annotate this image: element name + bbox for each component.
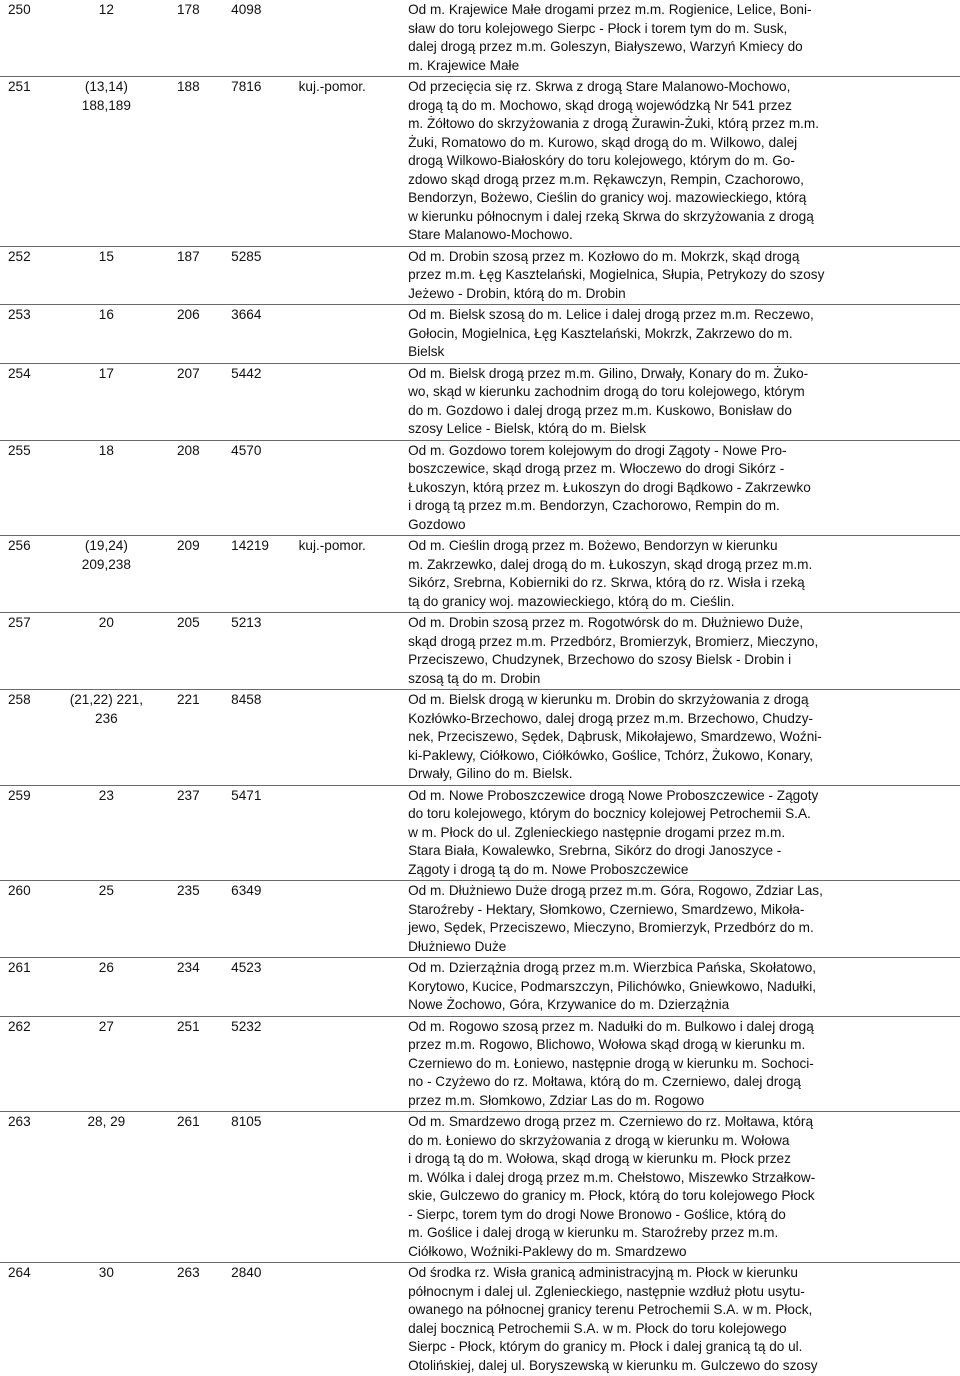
area-value: 5471: [231, 785, 298, 881]
row-number: 255: [0, 440, 66, 536]
district-numbers: [66, 440, 177, 536]
row-number: 257: [0, 613, 66, 690]
description-line: Stare Malanowo-Mochowo.: [408, 226, 952, 245]
description-line: Dłużniewo Duże: [408, 938, 952, 957]
sheet-number: 178: [177, 0, 231, 77]
description-line: Od m. Cieślin drogą przez m. Bożewo, Bendorzyn w kierunku: [408, 537, 952, 556]
voivodeship: [299, 881, 408, 958]
description-line: owanego na północnej granicy terenu Petrochemii S.A. w m. Płock,: [408, 1301, 952, 1320]
description-line: m. Zakrzewko, dalej drogą do m. Łukoszyn, skąd drogą przez m.m.: [408, 556, 952, 575]
description-line: przez m.m. Łęg Kasztelański, Mogielnica, Słupia, Petrykozy do szosy: [408, 266, 952, 285]
sheet-number: 206: [177, 305, 231, 364]
boundary-description: [408, 690, 960, 786]
district-number-line: 28, 29: [66, 1113, 146, 1132]
area-value: 5232: [231, 1016, 298, 1112]
area-value: 4098: [231, 0, 298, 77]
district-number-line: 12: [66, 1, 146, 20]
sheet-number: 235: [177, 881, 231, 958]
voivodeship: [299, 613, 408, 690]
description-line: ki-Paklewy, Ciółkowo, Ciółkówko, Goślice, Tchórz, Żukowo, Konary,: [408, 747, 952, 766]
boundary-description: [408, 785, 960, 881]
voivodeship: [299, 1016, 408, 1112]
table-row: [0, 77, 960, 247]
description-line: skąd drogą przez m.m. Przedbórz, Bromierzyk, Bromierz, Mieczyno,: [408, 633, 952, 652]
description-line: Od m. Nowe Proboszczewice drogą Nowe Proboszczewice - Zągoty: [408, 787, 952, 806]
voivodeship: [299, 440, 408, 536]
description-line: Gozdowo: [408, 516, 952, 535]
boundary-description: [408, 0, 960, 77]
description-line: Od m. Dzierzążnia drogą przez m.m. Wierzbica Pańska, Skołatowo,: [408, 959, 952, 978]
description-line: m. Żółtowo do skrzyżowania z drogą Żurawin-Żuki, którą przez m.m.: [408, 115, 952, 134]
description-line: jewo, Sędek, Przeciszewo, Mieczyno, Bromierzyk, Przedbórz do m.: [408, 919, 952, 938]
boundary-description: [408, 1112, 960, 1263]
district-numbers: [66, 0, 177, 77]
sheet-number: 221: [177, 690, 231, 786]
area-value: 14219: [231, 536, 298, 613]
row-number: 263: [0, 1112, 66, 1263]
voivodeship: [299, 690, 408, 786]
district-numbers: [66, 690, 177, 786]
district-number-line: 188,189: [66, 97, 146, 116]
boundary-description: [408, 1263, 960, 1376]
table-row: [0, 246, 960, 305]
description-line: tą do granicy woj. mazowieckiego, którą do m. Cieślin.: [408, 593, 952, 612]
description-line: Od m. Drobin szosą przez m. Kozłowo do m. Mokrzk, skąd drogą: [408, 248, 952, 267]
voivodeship: [299, 363, 408, 440]
district-numbers: [66, 536, 177, 613]
description-line: Stara Biała, Kowalewko, Srebrna, Sikórz do drogi Janoszyce -: [408, 842, 952, 861]
district-numbers: [66, 246, 177, 305]
voivodeship: kuj.-pomor.: [299, 536, 408, 613]
sheet-number: 234: [177, 958, 231, 1017]
description-line: Czerniewo do m. Łoniewo, następnie drogą w kierunku m. Sochoci-: [408, 1055, 952, 1074]
district-number-line: 209,238: [66, 556, 146, 575]
voivodeship: [299, 305, 408, 364]
boundary-description: [408, 305, 960, 364]
district-number-line: (19,24): [66, 537, 146, 556]
sheet-number: 188: [177, 77, 231, 247]
area-value: 3664: [231, 305, 298, 364]
district-number-line: 16: [66, 306, 146, 325]
row-number: 260: [0, 881, 66, 958]
description-line: do toru kolejowego, którym do bocznicy kolejowej Petrochemii S.A.: [408, 805, 952, 824]
district-number-line: 23: [66, 787, 146, 806]
boundary-description: [408, 246, 960, 305]
description-line: Sikórz, Srebrna, Kobierniki do rz. Skrwa, którą do rz. Wisła i rzeką: [408, 574, 952, 593]
description-line: Żuki, Romatowo do m. Kurowo, skąd drogą do m. Wilkowo, dalej: [408, 134, 952, 153]
sheet-number: 207: [177, 363, 231, 440]
area-value: 5285: [231, 246, 298, 305]
voivodeship: [299, 958, 408, 1017]
area-value: 2840: [231, 1263, 298, 1376]
description-line: do m. Gozdowo i dalej drogą przez m.m. Kuskowo, Bonisław do: [408, 402, 952, 421]
district-numbers: [66, 613, 177, 690]
table-row: [0, 785, 960, 881]
row-number: 256: [0, 536, 66, 613]
row-number: 251: [0, 77, 66, 247]
row-number: 259: [0, 785, 66, 881]
district-numbers: [66, 363, 177, 440]
voivodeship: [299, 246, 408, 305]
area-value: 4570: [231, 440, 298, 536]
district-numbers: [66, 305, 177, 364]
district-number-line: 25: [66, 882, 146, 901]
description-line: przez m.m. Słomkowo, Zdziar Las do m. Rogowo: [408, 1092, 952, 1111]
district-number-line: (13,14): [66, 78, 146, 97]
district-number-line: 18: [66, 442, 146, 461]
description-line: Jeżewo - Drobin, którą do m. Drobin: [408, 285, 952, 304]
row-number: 261: [0, 958, 66, 1017]
description-line: Od m. Rogowo szosą przez m. Nadułki do m. Bulkowo i dalej drogą: [408, 1018, 952, 1037]
description-line: i drogą tą do m. Wołowa, skąd drogą w kierunku m. Płock przez: [408, 1150, 952, 1169]
area-value: 6349: [231, 881, 298, 958]
description-line: boszczewice, skąd drogą przez m. Włoczewo do drogi Sikórz -: [408, 460, 952, 479]
description-line: dalej bocznicą Petrochemii S.A. w m. Płock do toru kolejowego: [408, 1320, 952, 1339]
description-line: Od m. Bielsk szosą do m. Lelice i dalej drogą przez m.m. Reczewo,: [408, 306, 952, 325]
district-number-line: 17: [66, 365, 146, 384]
table-row: [0, 363, 960, 440]
description-line: Korytowo, Kucice, Podmarszczyn, Pilichówko, Gniewkowo, Nadułki,: [408, 978, 952, 997]
description-line: Łukoszyn, którą przez m. Łukoszyn do drogi Bądkowo - Zakrzewko: [408, 479, 952, 498]
description-line: nek, Przeciszewo, Sędek, Dąbrusk, Mikołajewo, Smardzewo, Woźni-: [408, 728, 952, 747]
description-line: Bendorzyn, Bożewo, Cieślin do granicy woj. mazowieckiego, którą: [408, 189, 952, 208]
description-line: północnym i dalej ul. Zglenieckiego, następnie wzdłuż płotu usytu-: [408, 1283, 952, 1302]
sheet-number: 263: [177, 1263, 231, 1376]
boundary-description: [408, 536, 960, 613]
district-numbers: [66, 881, 177, 958]
description-line: Przeciszewo, Chudzynek, Brzechowo do szosy Bielsk - Drobin i: [408, 651, 952, 670]
district-number-line: 15: [66, 248, 146, 267]
description-line: m. Goślice i dalej drogą w kierunku m. Staroźreby przez m.m.: [408, 1224, 952, 1243]
district-numbers: [66, 1016, 177, 1112]
district-numbers: [66, 1112, 177, 1263]
description-line: do m. Łoniewo do skrzyżowania z drogą w kierunku m. Wołowa: [408, 1132, 952, 1151]
description-line: m. Krajewice Małe: [408, 57, 952, 76]
description-line: Od m. Drobin szosą przez m. Rogotwórsk do m. Dłużniewo Duże,: [408, 614, 952, 633]
description-line: Od m. Dłużniewo Duże drogą przez m.m. Góra, Rogowo, Zdziar Las,: [408, 882, 952, 901]
description-line: w kierunku północnym i dalej rzeką Skrwa do skrzyżowania z drogą: [408, 208, 952, 227]
table-row: [0, 690, 960, 786]
description-line: Od m. Smardzewo drogą przez m. Czerniewo do rz. Mołtawa, którą: [408, 1113, 952, 1132]
description-line: Od środka rz. Wisła granicą administracyjną m. Płock w kierunku: [408, 1264, 952, 1283]
district-number-line: 30: [66, 1264, 146, 1283]
boundary-description: [408, 77, 960, 247]
description-line: szosą tą do m. Drobin: [408, 670, 952, 689]
sheet-number: 208: [177, 440, 231, 536]
description-line: - Sierpc, torem tym do drogi Nowe Bronowo - Goślice, którą do: [408, 1206, 952, 1225]
table-row: [0, 1263, 960, 1376]
table-row: [0, 1016, 960, 1112]
description-line: Drwały, Gilino do m. Bielsk.: [408, 765, 952, 784]
description-line: Nowe Żochowo, Góra, Krzywanice do m. Dzierzążnia: [408, 996, 952, 1015]
sheet-number: 205: [177, 613, 231, 690]
row-number: 253: [0, 305, 66, 364]
voivodeship: [299, 785, 408, 881]
area-value: 5442: [231, 363, 298, 440]
boundary-description: [408, 440, 960, 536]
boundary-description: [408, 613, 960, 690]
area-value: 4523: [231, 958, 298, 1017]
voivodeship: kuj.-pomor.: [299, 77, 408, 247]
description-line: w m. Płock do ul. Zglenieckiego następnie drogami przez m.m.: [408, 824, 952, 843]
description-line: no - Czyżewo do rz. Mołtawa, którą do m. Czerniewo, dalej drogą: [408, 1073, 952, 1092]
description-line: Od m. Krajewice Małe drogami przez m.m. Rogienice, Lelice, Boni-: [408, 1, 952, 20]
row-number: 262: [0, 1016, 66, 1112]
description-line: Zągoty i drogą tą do m. Nowe Proboszczewice: [408, 861, 952, 880]
district-number-line: 236: [66, 710, 146, 729]
table-row: [0, 440, 960, 536]
table-row: [0, 613, 960, 690]
voivodeship: [299, 1112, 408, 1263]
district-number-line: 20: [66, 614, 146, 633]
row-number: 250: [0, 0, 66, 77]
description-line: Gołocin, Mogielnica, Łęg Kasztelański, Mokrzk, Zakrzewo do m.: [408, 325, 952, 344]
description-line: Kozłówko-Brzechowo, dalej drogą przez m.m. Brzechowo, Chudzy-: [408, 710, 952, 729]
description-line: Od m. Bielsk drogą przez m.m. Gilino, Drwały, Konary do m. Żuko-: [408, 365, 952, 384]
row-number: 254: [0, 363, 66, 440]
table-row: [0, 958, 960, 1017]
area-value: 5213: [231, 613, 298, 690]
district-numbers: [66, 1263, 177, 1376]
table-row: [0, 536, 960, 613]
description-line: przez m.m. Rogowo, Blichowo, Wołowa skąd drogą w kierunku m.: [408, 1036, 952, 1055]
description-line: i drogą tą przez m.m. Bendorzyn, Czachorowo, Rempin do m.: [408, 497, 952, 516]
table-row: [0, 305, 960, 364]
voivodeship: [299, 1263, 408, 1376]
row-number: 258: [0, 690, 66, 786]
description-line: Staroźreby - Hektary, Słomkowo, Czerniewo, Smardzewo, Mikoła-: [408, 901, 952, 920]
description-line: drogą Wilkowo-Białoskóry do toru kolejowego, którym do m. Go-: [408, 152, 952, 171]
description-line: sław do toru kolejowego Sierpc - Płock i torem tym do m. Susk,: [408, 20, 952, 39]
sheet-number: 237: [177, 785, 231, 881]
boundary-description: [408, 1016, 960, 1112]
sheet-number: 251: [177, 1016, 231, 1112]
boundary-description: [408, 881, 960, 958]
description-line: Od m. Gozdowo torem kolejowym do drogi Zągoty - Nowe Pro-: [408, 442, 952, 461]
description-line: Bielsk: [408, 343, 952, 362]
description-line: zdowo skąd drogą przez m.m. Rękawczyn, Rempin, Czachorowo,: [408, 171, 952, 190]
description-line: dalej drogą przez m.m. Goleszyn, Białyszewo, Warzyń Kmiecy do: [408, 38, 952, 57]
description-line: drogą tą do m. Mochowo, skąd drogą wojewódzką Nr 541 przez: [408, 97, 952, 116]
description-line: Od przecięcia się rz. Skrwa z drogą Stare Malanowo-Mochowo,: [408, 78, 952, 97]
description-line: skie, Gulczewo do granicy m. Płock, którą do toru kolejowego Płock: [408, 1187, 952, 1206]
boundary-description: [408, 363, 960, 440]
sheet-number: 209: [177, 536, 231, 613]
row-number: 264: [0, 1263, 66, 1376]
district-number-line: 27: [66, 1018, 146, 1037]
voivodeship: [299, 0, 408, 77]
description-line: wo, skąd w kierunku zachodnim drogą do toru kolejowego, którym: [408, 383, 952, 402]
district-number-line: (21,22) 221,: [66, 691, 146, 710]
description-line: Sierpc - Płock, którym do granicy m. Płock i dalej granicą tą do ul.: [408, 1338, 952, 1357]
table-row: [0, 1112, 960, 1263]
description-line: szosy Lelice - Bielsk, którą do m. Bielsk: [408, 420, 952, 439]
table-row: [0, 881, 960, 958]
boundary-description: [408, 958, 960, 1017]
sheet-number: 187: [177, 246, 231, 305]
area-value: 8105: [231, 1112, 298, 1263]
area-value: 7816: [231, 77, 298, 247]
district-number-line: 26: [66, 959, 146, 978]
table-row: [0, 0, 960, 77]
description-line: m. Wólka i dalej drogą przez m.m. Chełstowo, Miszewko Strzałkow-: [408, 1169, 952, 1188]
district-numbers: [66, 77, 177, 247]
description-line: Otolińskiej, dalej ul. Boryszewską w kierunku m. Gulczewo do szosy: [408, 1357, 952, 1376]
district-numbers: [66, 958, 177, 1017]
area-value: 8458: [231, 690, 298, 786]
row-number: 252: [0, 246, 66, 305]
description-line: Od m. Bielsk drogą w kierunku m. Drobin do skrzyżowania z drogą: [408, 691, 952, 710]
district-numbers: [66, 785, 177, 881]
description-line: Ciółkowo, Woźniki-Paklewy do m. Smardzewo: [408, 1243, 952, 1262]
sheet-number: 261: [177, 1112, 231, 1263]
